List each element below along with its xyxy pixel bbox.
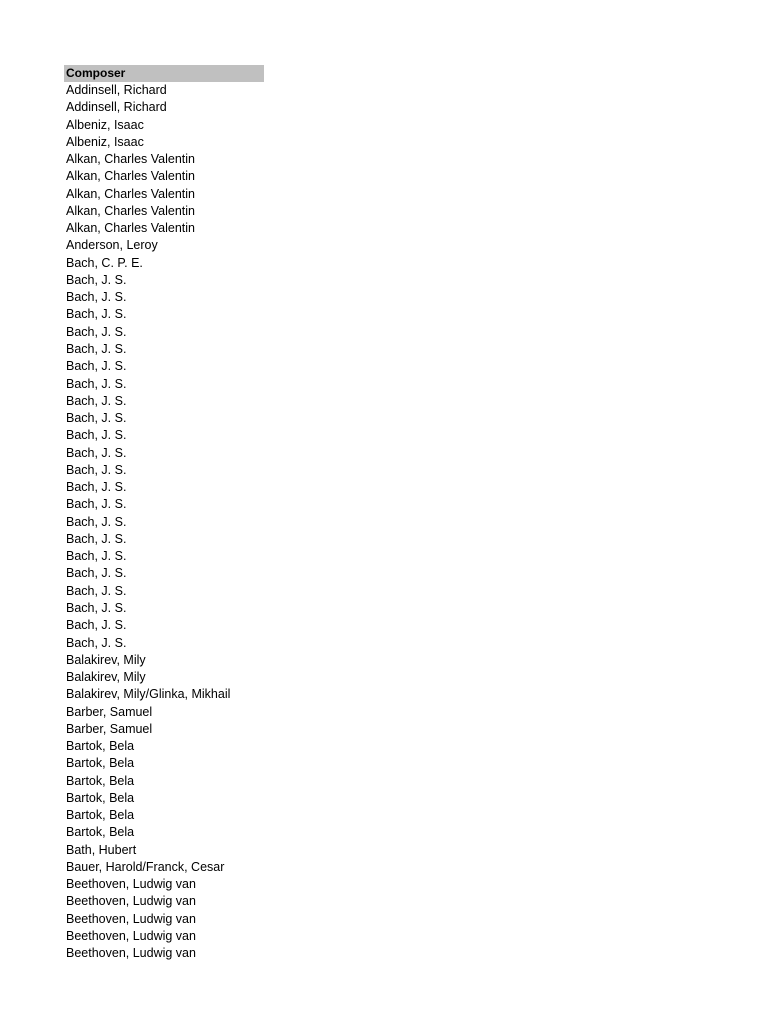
table-row: Bach, C. P. E. [66,255,143,270]
table-row: Beethoven, Ludwig van [66,877,196,892]
composer-table [64,65,264,963]
table-row: Alkan, Charles Valentin [66,152,196,167]
table-row: Alkan, Charles Valentin [66,203,196,218]
table-row: Beethoven, Ludwig van [66,929,196,944]
table-row: Anderson, Leroy [66,238,158,253]
table-row: Bartok, Bela [66,773,135,788]
table-row: Bach, J. S. [66,635,127,650]
table-row: Balakirev, Mily [66,670,146,685]
table-row: Albeniz, Isaac [66,117,144,132]
table-row: Bach, J. S. [66,583,127,598]
table-row: Beethoven, Ludwig van [66,911,196,926]
table-row: Bach, J. S. [66,307,127,322]
table-row: Bach, J. S. [66,618,127,633]
table-row: Bach, J. S. [66,462,127,477]
table-row: Bach, J. S. [66,480,127,495]
table-row: Alkan, Charles Valentin [66,221,196,236]
table-row: Bach, J. S. [66,428,127,443]
table-row: Bach, J. S. [66,359,127,374]
table-row: Bach, J. S. [66,411,127,426]
table-row: Bach, J. S. [66,497,127,512]
table-row: Bath, Hubert [66,842,137,857]
table-row: Alkan, Charles Valentin [66,186,196,201]
table-body [64,82,264,963]
table-row: Beethoven, Ludwig van [66,946,196,961]
table-row: Bartok, Bela [66,739,135,754]
table-row: Bach, J. S. [66,341,127,356]
table-row: Albeniz, Isaac [66,134,144,149]
table-row: Bartok, Bela [66,756,135,771]
table-row: Bartok, Bela [66,825,135,840]
table-row: Balakirev, Mily/Glinka, Mikhail [66,687,231,702]
column-header-composer: Composer [64,65,264,82]
table-row: Bartok, Bela [66,790,135,805]
table-row: Addinsell, Richard [66,100,167,115]
table-row: Barber, Samuel [66,704,153,719]
table-row: Bauer, Harold/Franck, Cesar [66,859,225,874]
table-row: Bach, J. S. [66,393,127,408]
table-row: Addinsell, Richard [66,83,167,97]
table-row: Bach, J. S. [66,531,127,546]
table-row: Bach, J. S. [66,376,127,391]
table-row: Bach, J. S. [66,445,127,460]
table-row: Bach, J. S. [66,566,127,581]
table-row: Bach, J. S. [66,600,127,615]
table-row: Bach, J. S. [66,514,127,529]
table-row: Alkan, Charles Valentin [66,169,196,184]
table-row: Bach, J. S. [66,549,127,564]
table-row: Bach, J. S. [66,290,127,305]
table-row: Beethoven, Ludwig van [66,894,196,909]
table-row: Bartok, Bela [66,808,135,823]
table-row: Bach, J. S. [66,272,127,287]
table-row: Barber, Samuel [66,721,153,736]
table-row: Bach, J. S. [66,324,127,339]
table-row: Balakirev, Mily [66,652,146,667]
